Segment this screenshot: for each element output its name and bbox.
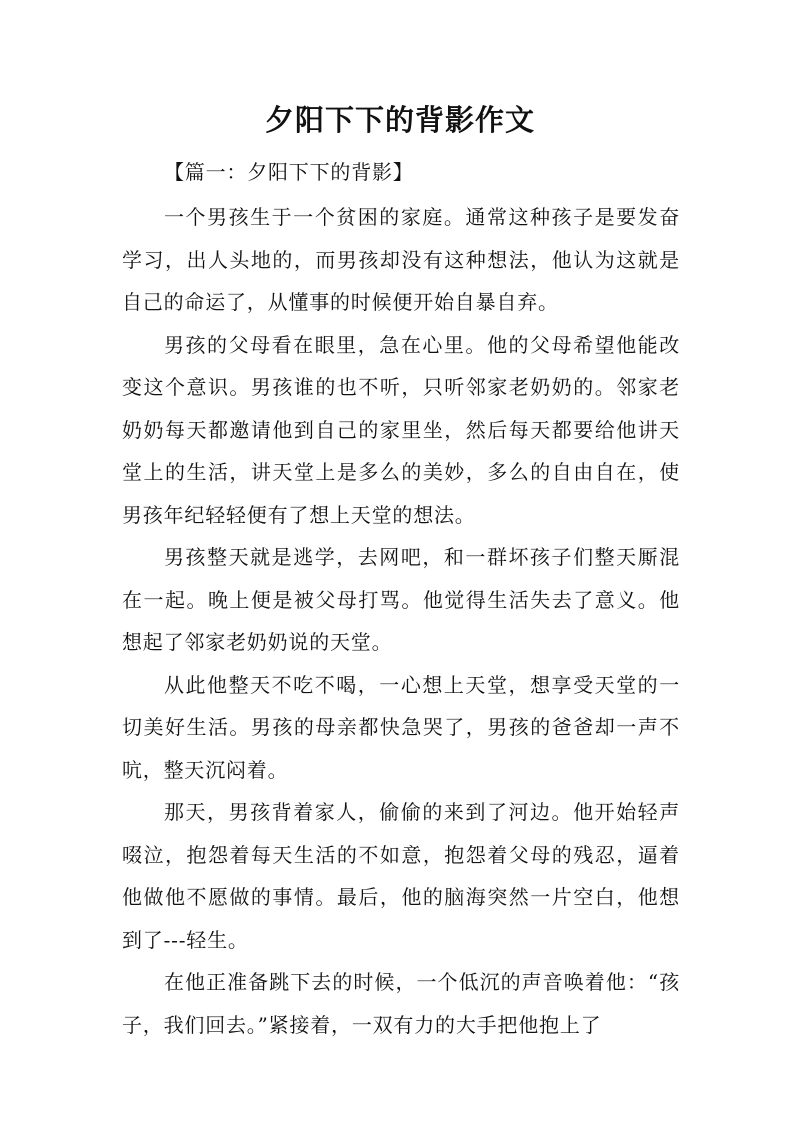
paragraph: 在他正准备跳下去的时候，一个低沉的声音唤着他：“孩子，我们回去。”紧接着，一双有力的大手把他抱上了 bbox=[122, 970, 680, 1037]
paragraph: 那天，男孩背着家人，偷偷的来到了河边。他开始轻声啜泣，抱怨着每天生活的不如意，抱怨着父母的残忍，逼着他做他不愿做的事情。最后，他的脑海突然一片空白，他想到了---轻生。 bbox=[122, 800, 680, 952]
paragraph: 男孩的父母看在眼里，急在心里。他的父母希望他能改变这个意识。男孩谁的也不听，只听邻家老奶奶的。邻家老奶奶每天都邀请他到自己的家里坐，然后每天都要给他讲天堂上的生活，讲天堂上是多么的美妙，多么的自由自在，使男孩年纪轻轻便有了想上天堂的想法。 bbox=[122, 332, 680, 527]
paragraph: 男孩整天就是逃学，去网吧，和一群坏孩子们整天厮混在一起。晚上便是被父母打骂。他觉得生活失去了意义。他想起了邻家老奶奶说的天堂。 bbox=[122, 545, 680, 654]
paragraph: 从此他整天不吃不喝，一心想上天堂，想享受天堂的一切美好生活。男孩的母亲都快急哭了，男孩的爸爸却一声不吭，整天沉闷着。 bbox=[122, 672, 680, 782]
article-body bbox=[122, 149, 680, 1046]
section-heading: 【篇一：夕阳下下的背影】 bbox=[164, 160, 414, 184]
paragraph: 一个男孩生于一个贫困的家庭。通常这种孩子是要发奋学习，出人头地的，而男孩却没有这种想法，他认为这就是自己的命运了，从懂事的时候便开始自暴自弃。 bbox=[122, 205, 680, 314]
page-title: 夕阳下下的背影作文 bbox=[264, 103, 535, 137]
